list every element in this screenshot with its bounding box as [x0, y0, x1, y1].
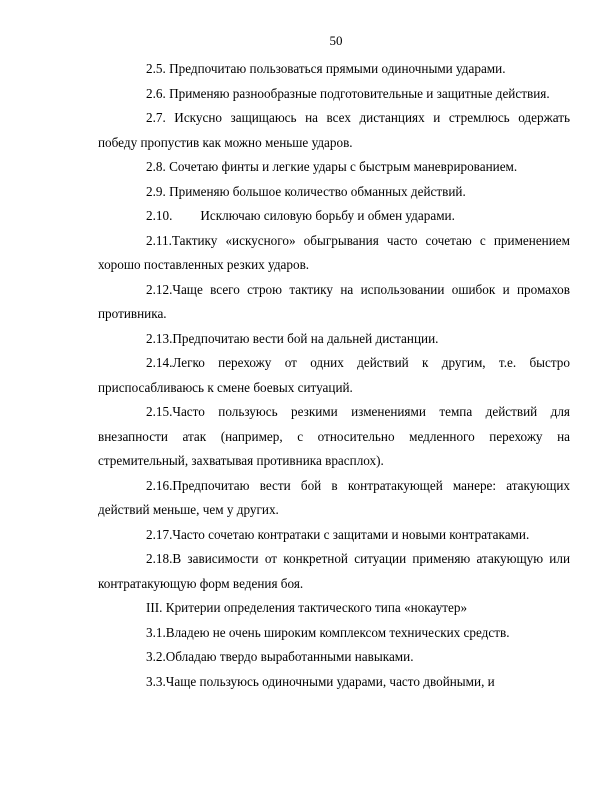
list-item: 2.11.Тактику «искусного» обыгрывания часто сочетаю с применением хорошо поставленных резких ударов. — [98, 232, 570, 272]
list-item: 2.6. Применяю разнообразные подготовительные и защитные действия. — [146, 85, 550, 101]
item-number: 2.10. — [146, 208, 173, 223]
list-item: 2.16.Предпочитаю вести бой в контратакующей манере: атакующих действий меньше, чем у других. — [98, 477, 570, 517]
list-item: 3.1.Владею не очень широким комплексом технических средств. — [146, 624, 510, 640]
list-item: 2.14.Легко перехожу от одних действий к другим, т.е. быстро приспосабливаюсь к смене боевых ситуаций. — [98, 355, 570, 395]
document-body — [98, 57, 570, 694]
item-text: Исключаю силовую борьбу и обмен ударами. — [200, 208, 455, 223]
list-item: 2.12.Чаще всего строю тактику на использовании ошибок и промахов противника. — [98, 281, 570, 321]
list-item: 3.2.Обладаю твердо выработанными навыками. — [146, 649, 414, 664]
section-heading: III. Критерии определения тактического типа «нокаутер» — [146, 600, 468, 615]
list-item: 2.9. Применяю большое количество обманных действий. — [146, 183, 466, 199]
list-item: 2.5. Предпочитаю пользоваться прямыми одиночными ударами. — [146, 61, 506, 76]
list-item — [98, 204, 570, 229]
list-item: 2.13.Предпочитаю вести бой на дальней дистанции. — [146, 330, 439, 346]
list-item: 2.15.Часто пользуюсь резкими изменениями темпа действий для внезапности атак (например, с относительно медленного перехожу на стремительный, захватывая противника врасплох). — [98, 404, 570, 468]
page-number: 50 — [329, 33, 343, 48]
list-item: 2.8. Сочетаю финты и легкие удары с быстрым маневрированием. — [146, 159, 518, 174]
list-item: 3.3.Чаще пользуюсь одиночными ударами, часто двойными, и — [146, 673, 495, 689]
list-item: 2.7. Искусно защищаюсь на всех дистанциях и стремлюсь одержать победу пропустив как можно меньше ударов. — [98, 110, 570, 150]
list-item: 2.18.В зависимости от конкретной ситуации применяю атакующую или контратакующую форм ведения боя. — [98, 551, 570, 591]
list-item: 2.17.Часто сочетаю контратаки с защитами и новыми контратаками. — [146, 526, 530, 542]
